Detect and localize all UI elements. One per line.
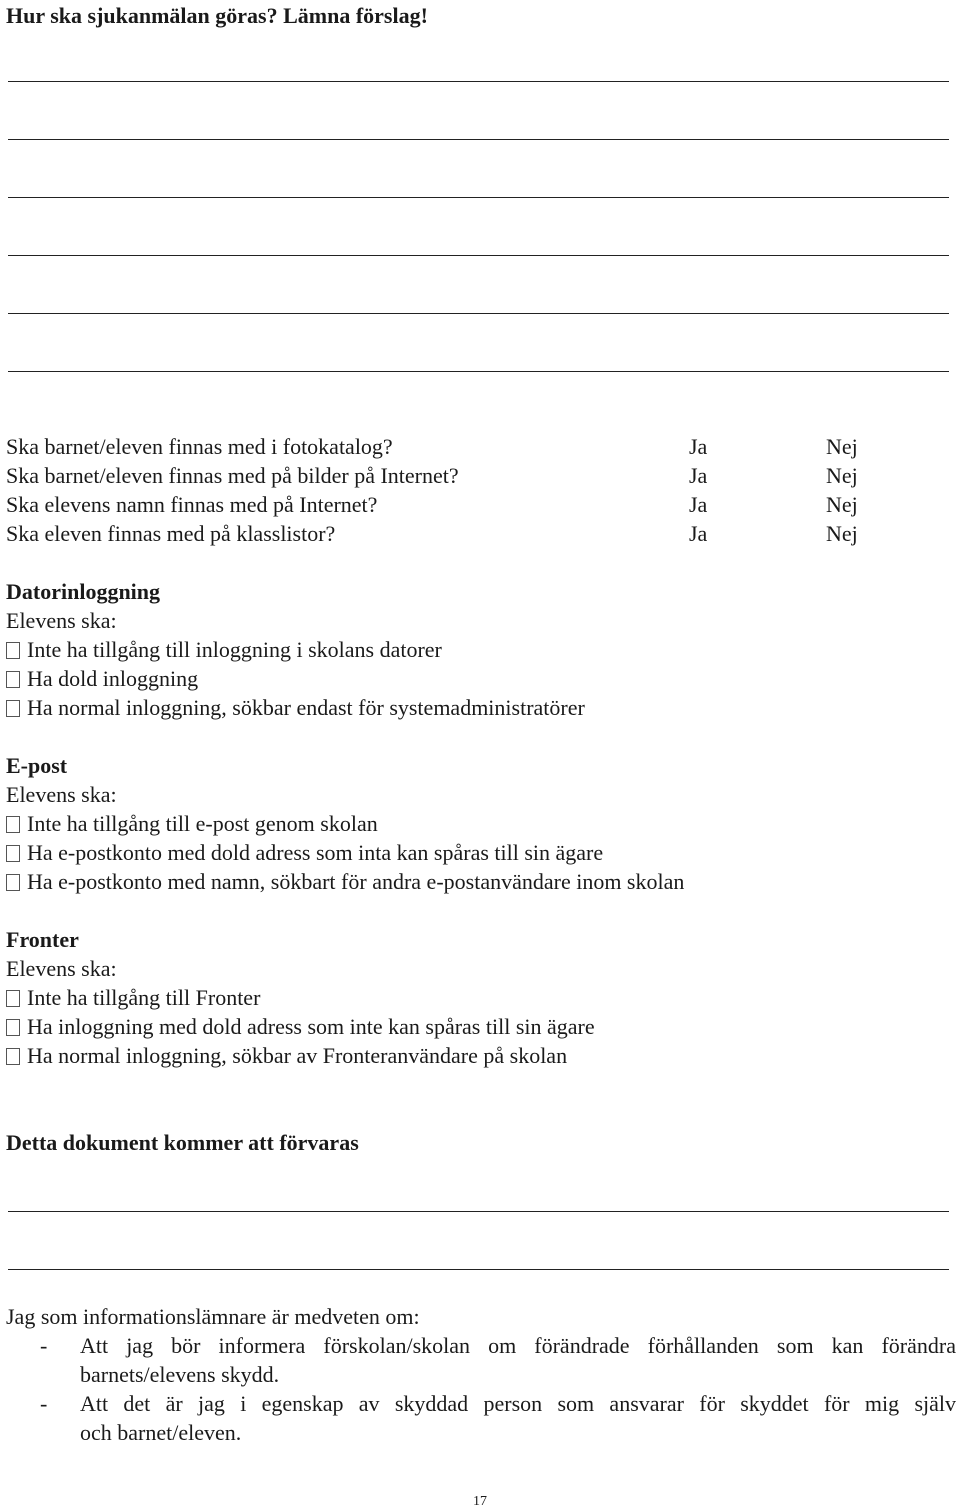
checkbox[interactable] xyxy=(6,1048,20,1065)
option-datorinloggning-2[interactable] xyxy=(6,664,198,693)
checkbox[interactable] xyxy=(6,1019,20,1036)
consent-question-2: Ska barnet/eleven finnas med på bilder på Internet? xyxy=(6,463,459,488)
option-label: Ha dold inloggning xyxy=(27,666,199,691)
answer-line-5[interactable] xyxy=(8,313,949,314)
checkbox[interactable] xyxy=(6,845,20,862)
checkbox[interactable] xyxy=(6,990,20,1007)
option-label: Inte ha tillgång till inloggning i skolans datorer xyxy=(27,637,442,662)
option-fronter-3[interactable] xyxy=(6,1041,567,1070)
consent-no-3[interactable]: Nej xyxy=(826,492,858,517)
option-label: Ha e-postkonto med dold adress som inta kan spåras till sin ägare xyxy=(27,840,604,865)
storage-line-2[interactable] xyxy=(8,1269,949,1270)
option-label: Inte ha tillgång till Fronter xyxy=(27,985,261,1010)
answer-line-6[interactable] xyxy=(8,371,949,372)
consent-question-4: Ska eleven finnas med på klasslistor? xyxy=(6,521,336,546)
checkbox[interactable] xyxy=(6,671,20,688)
option-datorinloggning-1[interactable] xyxy=(6,635,442,664)
option-label: Ha normal inloggning, sökbar endast för systemadministratörer xyxy=(27,695,585,720)
consent-yes-3[interactable]: Ja xyxy=(689,492,708,517)
checkbox[interactable] xyxy=(6,874,20,891)
section-title-datorinloggning: Datorinloggning xyxy=(6,579,161,604)
checkbox[interactable] xyxy=(6,642,20,659)
page-number: 17 xyxy=(473,1494,487,1509)
page-heading: Hur ska sjukanmälan göras? Lämna förslag! xyxy=(6,3,428,28)
consent-question-3: Ska elevens namn finnas med på Internet? xyxy=(6,492,378,517)
consent-no-2[interactable]: Nej xyxy=(826,463,858,488)
section-subtitle-datorinloggning: Elevens ska: xyxy=(6,608,117,633)
consent-yes-4[interactable]: Ja xyxy=(689,521,708,546)
option-epost-1[interactable] xyxy=(6,809,378,838)
option-datorinloggning-3[interactable] xyxy=(6,693,585,722)
option-label: Inte ha tillgång till e-post genom skolan xyxy=(27,811,378,836)
section-subtitle-epost: Elevens ska: xyxy=(6,782,117,807)
checkbox[interactable] xyxy=(6,816,20,833)
section-title-epost: E-post xyxy=(6,753,68,778)
consent-question-1: Ska barnet/eleven finnas med i fotokatalog? xyxy=(6,434,393,459)
option-label: Ha inloggning med dold adress som inte kan spåras till sin ägare xyxy=(27,1014,595,1039)
answer-line-1[interactable] xyxy=(8,81,949,82)
answer-line-2[interactable] xyxy=(8,139,949,140)
option-fronter-2[interactable] xyxy=(6,1012,595,1041)
section-title-fronter: Fronter xyxy=(6,927,79,952)
checkbox[interactable] xyxy=(6,700,20,717)
bullet-dash: - xyxy=(40,1391,48,1416)
answer-line-4[interactable] xyxy=(8,255,949,256)
awareness-intro: Jag som informationslämnare är medveten om: xyxy=(6,1304,420,1329)
storage-heading: Detta dokument kommer att förvaras xyxy=(6,1130,359,1155)
awareness-item-1-line-2: barnets/elevens skydd. xyxy=(80,1362,280,1387)
awareness-item-1-line-1: Att jag bör informera förskolan/skolan om förändrade förhållanden som kan förändra xyxy=(80,1333,956,1358)
section-subtitle-fronter: Elevens ska: xyxy=(6,956,117,981)
consent-no-4[interactable]: Nej xyxy=(826,521,858,546)
bullet-dash: - xyxy=(40,1333,48,1358)
answer-line-3[interactable] xyxy=(8,197,949,198)
option-fronter-1[interactable] xyxy=(6,983,260,1012)
storage-line-1[interactable] xyxy=(8,1211,949,1212)
option-label: Ha e-postkonto med namn, sökbart för andra e-postanvändare inom skolan xyxy=(27,869,685,894)
option-epost-2[interactable] xyxy=(6,838,603,867)
consent-yes-2[interactable]: Ja xyxy=(689,463,708,488)
consent-yes-1[interactable]: Ja xyxy=(689,434,708,459)
consent-no-1[interactable]: Nej xyxy=(826,434,858,459)
awareness-item-2-line-2: och barnet/eleven. xyxy=(80,1420,242,1445)
awareness-item-2-line-1: Att det är jag i egenskap av skyddad person som ansvarar för skyddet för mig själv xyxy=(80,1391,956,1416)
option-label: Ha normal inloggning, sökbar av Fronteranvändare på skolan xyxy=(27,1043,568,1068)
option-epost-3[interactable] xyxy=(6,867,684,896)
